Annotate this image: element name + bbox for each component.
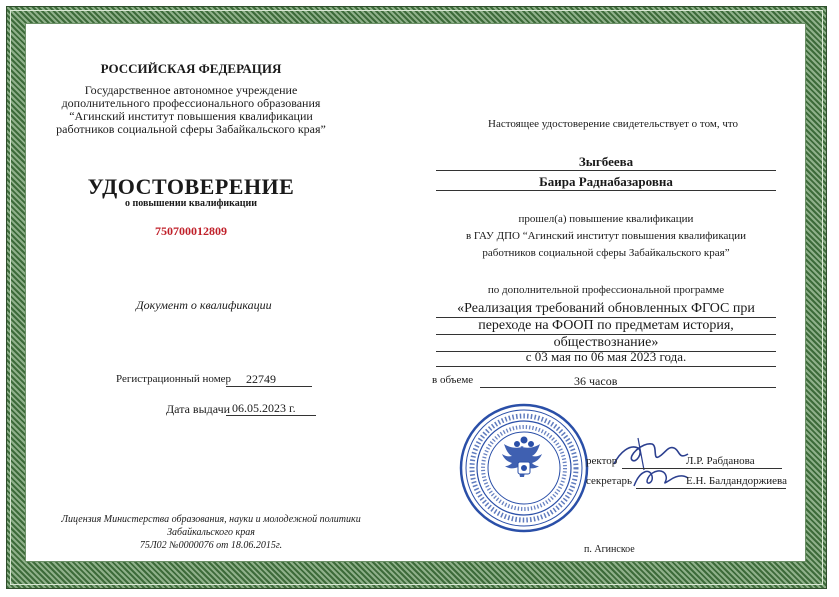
institution-line: работников социальной сферы Забайкальского края” (56, 122, 326, 136)
dates-underline (436, 366, 776, 367)
document-title: УДОСТОВЕРЕНИЕ (87, 174, 295, 199)
registration-label: Регистрационный номер (116, 373, 232, 385)
director-name: Л.Р. Рабданова (686, 455, 755, 467)
institution-line: “Агинский институт повышения квалификации (69, 109, 313, 123)
license-info (56, 513, 366, 552)
document-number: 750700012809 (155, 224, 227, 238)
issue-date-label: Дата выдачи (166, 402, 231, 416)
document-kind: Документ о квалификации (136, 298, 272, 312)
secretary-label: секретарь (586, 475, 632, 487)
holder-name: Баира Раднабазаровна (539, 174, 673, 189)
issue-place: п. Агинское (584, 544, 635, 555)
country-heading: РОССИЙСКАЯ ФЕДЕРАЦИЯ (100, 61, 282, 76)
coat-of-arms-icon (502, 437, 542, 478)
institution-line: дополнительного профессионального образования (61, 96, 321, 110)
volume-underline (480, 387, 776, 388)
registration-underline (226, 386, 312, 387)
license-line: Лицензия Министерства образования, науки и молодежной политики (61, 514, 361, 525)
program-underline (436, 334, 776, 335)
certificate-intro: Настоящее удостоверение свидетельствует о том, что (488, 118, 739, 130)
director-signature-line (622, 468, 782, 469)
surname-underline (436, 170, 776, 171)
official-seal (458, 402, 590, 534)
volume-hours: 36 часов (574, 374, 618, 388)
program-line: обществознание» (553, 335, 659, 350)
secretary-signature-line (636, 488, 786, 489)
training-organization (436, 228, 776, 262)
program-title (436, 300, 776, 351)
organization-line: работников социальной сферы Забайкальского края” (482, 247, 730, 259)
institution-line: Государственное автономное учреждение (84, 83, 298, 97)
program-line: «Реализация требований обновленных ФГОС при (457, 301, 755, 316)
holder-surname: Зыгбеева (578, 154, 634, 169)
name-underline (436, 190, 776, 191)
program-line: переходе на ФООП по предметам история, (478, 318, 734, 333)
volume-label: в объеме (432, 374, 474, 386)
program-underline (436, 317, 776, 318)
issue-date-underline (226, 415, 316, 416)
director-label: ректор (586, 455, 618, 467)
training-statement: прошел(а) повышение квалификации (518, 213, 694, 225)
issue-date: 06.05.2023 г. (232, 401, 296, 415)
organization-line: в ГАУ ДПО “Агинский институт повышения квалификации (465, 230, 747, 242)
document-subtitle: о повышении квалификации (124, 198, 258, 209)
training-dates: с 03 мая по 06 мая 2023 года. (525, 349, 687, 364)
license-line: Забайкальского края (167, 527, 255, 538)
registration-number: 22749 (246, 372, 276, 386)
program-label: по дополнительной профессиональной программе (487, 284, 725, 296)
secretary-name: Е.Н. Балдандоржиева (686, 475, 787, 487)
institution-name (26, 84, 356, 136)
license-line: 75Л02 №0000076 от 18.06.2015г. (139, 540, 283, 551)
certificate-page (26, 24, 805, 561)
